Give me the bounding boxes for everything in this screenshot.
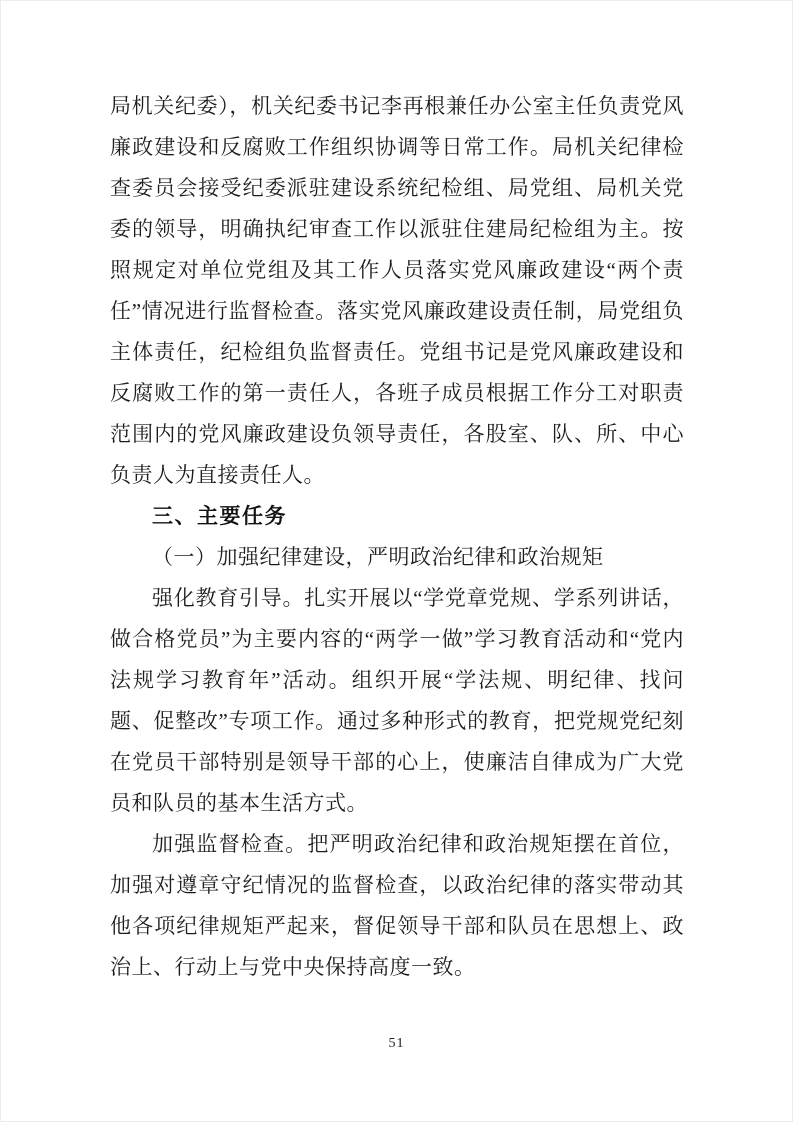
page-number: 51 (388, 1036, 405, 1051)
section-heading-main-tasks: 三、主要任务 (152, 505, 287, 528)
page-content (110, 86, 684, 988)
paragraph-education-guidance: 强化教育引导。扎实开展以“学党章党规、学系列讲话，做合格党员”为主要内容的“两学一做”学习教育活动和“党内法规学习教育年”活动。组织开展“学法规、明纪律、找问题、促整改”专项工作。通过多种形式的教育，把党规党纪刻在党员干部特别是领导干部的心上，使廉洁自律成为广大党员和队员的基本生活方式。 (110, 586, 684, 815)
subsection-heading-discipline: （一）加强纪律建设，严明政治纪律和政治规矩 (152, 545, 604, 569)
paragraph-supervision-inspection: 加强监督检查。把严明政治纪律和政治规矩摆在首位，加强对遵章守纪情况的监督检查，以政治纪律的落实带动其他各项纪律规矩严起来，督促领导干部和队员在思想上、政治上、行动上与党中央保持高度一致。 (110, 832, 684, 979)
paragraph-responsibility-system: 局机关纪委），机关纪委书记李再根兼任办公室主任负责党风廉政建设和反腐败工作组织协调等日常工作。局机关纪律检查委员会接受纪委派驻建设系统纪检组、局党组、局机关党委的领导，明确执纪审查工作以派驻住建局纪检组为主。按照规定对单位党组及其工作人员落实党风廉政建设“两个责任”情况进行监督检查。落实党风廉政建设责任制，局党组负主体责任，纪检组负监督责任。党组书记是党风廉政建设和反腐败工作的第一责任人，各班子成员根据工作分工对职责范围内的党风廉政建设负领导责任，各股室、队、所、中心负责人为直接责任人。 (110, 94, 684, 487)
